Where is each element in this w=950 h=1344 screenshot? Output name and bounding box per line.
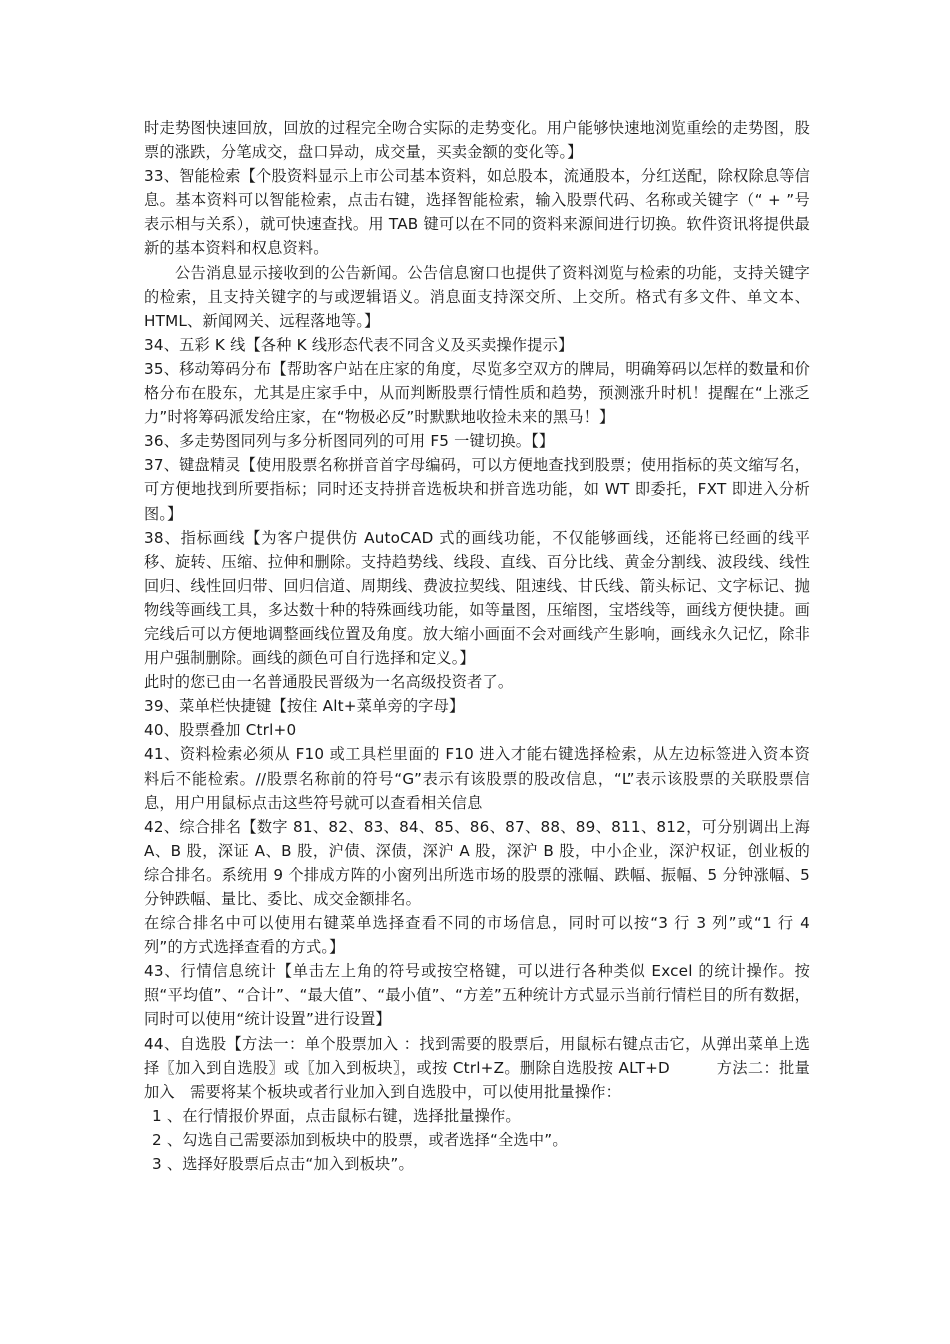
paragraph-announcements: 公告消息显示接收到的公告新闻。公告信息窗口也提供了资料浏览与检索的功能，支持关键字的检索，且支持关键字的与或逻辑语义。消息面支持深交所、上交所。格式有多文件、单文本、HTML、新闻网关、远程落地等。】 <box>144 263 810 330</box>
paragraph-item-42-ranking: 42、综合排名【数字 81、82、83、84、85、86、87、88、89、811、812，可分别调出上海 A、B 股，深证 A、B 股，沪债、深债，深沪 A 股，深沪 B 股，中小企业，深沪权证，创业板的综合排名。系统用 9 个排成方阵的小窗列出所选市场的股票的涨幅、跌幅、振幅、5 分钟涨幅、5 分钟跌幅、量比、委比、成交金额排名。 <box>144 817 816 908</box>
paragraph-ranking-view-options: 在综合排名中可以使用右键菜单选择查看不同的市场信息，同时可以按“3 行 3 列”或“1 行 4 列”的方式选择查看的方式。】 <box>144 914 816 957</box>
paragraph-item-40-stock-overlay: 40、股票叠加 Ctrl+0 <box>144 721 297 740</box>
paragraph-item-36-f5-switch: 36、多走势图同列与多分析图同列的可用 F5 一键切换。【】 <box>144 432 555 451</box>
paragraph-item-39-menu-shortcuts: 39、菜单栏快捷键【按住 Alt+菜单旁的字母】 <box>144 697 465 716</box>
paragraph-item-38-drawing-lines: 38、指标画线【为客户提供仿 AutoCAD 式的画线功能，不仅能够画线，还能将已经画的线平移、旋转、压缩、拉伸和删除。支持趋势线、线段、直线、百分比线、黄金分割线、波段线、线性回归、线性回归带、回归信道、周期线、费波拉契线、阻速线、甘氏线、箭头标记、文字标记、抛物线等画线工具，多达数十种的特殊画线功能，如等量图，压缩图，宝塔线等，画线方便快捷。画完线后可以方便地调整画线位置及角度。放大缩小画面不会对画线产生影响，画线永久记忆，除非用户强制删除。画线的颜色可自行选择和定义。】 <box>144 528 810 668</box>
document-body <box>144 116 816 1176</box>
paragraph-item-44-watchlist: 44、自选股【方法一：单个股票加入 ：找到需要的股票后，用鼠标右键点击它，从弹出菜单上选择〖加入到自选股〗或〖加入到板块〗，或按 Ctrl+Z。删除自选股按 ALT+D 方法二：批量加入 需要将某个板块或者行业加入到自选股中，可以使用批量操作： <box>144 1034 810 1101</box>
paragraph-item-41-data-search: 41、资料检索必须从 F10 或工具栏里面的 F10 进入才能右键选择检索，从左边标签进入资本资料后不能检索。//股票名称前的符号“G”表示有该股票的股改信息，“L”表示该股票的关联股票信息，用户用鼠标点击这些符号就可以查看相关信息 <box>144 745 810 812</box>
paragraph-item-33-smart-search: 33、智能检索【个股资料显示上市公司基本资料，如总股本，流通股本，分红送配，除权除息等信息。基本资料可以智能检索，点击右键，选择智能检索，输入股票代码、名称或关键字（“ + ”号表示相与关系），就可快速查找。用 TAB 键可以在不同的资料来源间进行切换。软件资讯将提供最新的基本资料和权息资料。 <box>144 167 811 258</box>
paragraph-advanced-investor: 此时的您已由一名普通股民晋级为一名高级投资者了。 <box>144 673 514 692</box>
paragraph-item-37-keyboard-wizard: 37、键盘精灵【使用股票名称拼音首字母编码，可以方便地查找到股票；使用指标的英文缩写名，可方便地找到所要指标；同时还支持拼音选板块和拼音选功能，如 WT 即委托，FXT 即进入分析图。】 <box>144 456 811 523</box>
list-item-step-1: 1 、在行情报价界面，点击鼠标右键，选择批量操作。 <box>152 1106 521 1125</box>
paragraph-item-34-color-kline: 34、五彩 K 线【各种 K 线形态代表不同含义及买卖操作提示】 <box>144 335 574 354</box>
list-item-step-2: 2 、勾选自己需要添加到板块中的股票，或者选择“全选中”。 <box>152 1130 568 1149</box>
list-item-step-3: 3 、选择好股票后点击“加入到板块”。 <box>152 1155 414 1174</box>
paragraph-item-43-statistics: 43、行情信息统计【单击左上角的符号或按空格键，可以进行各种类似 Excel 的统计操作。按照“平均值”、“合计”、“最大值”、“最小值”、“方差”五种统计方式显示当前行情栏目的所有数据，同时可以使用“统计设置”进行设置】 <box>144 962 810 1029</box>
paragraph-playback-end: 时走势图快速回放，回放的过程完全吻合实际的走势变化。用户能够快速地浏览重绘的走势图，股票的涨跌，分笔成交，盘口异动，成交量，买卖金额的变化等。】 <box>144 119 810 162</box>
paragraph-item-35-chip-distribution: 35、移动筹码分布【帮助客户站在庄家的角度，尽览多空双方的牌局，明确筹码以怎样的数量和价格分布在股东，尤其是庄家手中，从而判断股票行情性质和趋势，预测涨升时机！提醒在“上涨乏力”时将筹码派发给庄家，在“物极必反”时默默地收捡未来的黑马！】 <box>144 359 811 427</box>
